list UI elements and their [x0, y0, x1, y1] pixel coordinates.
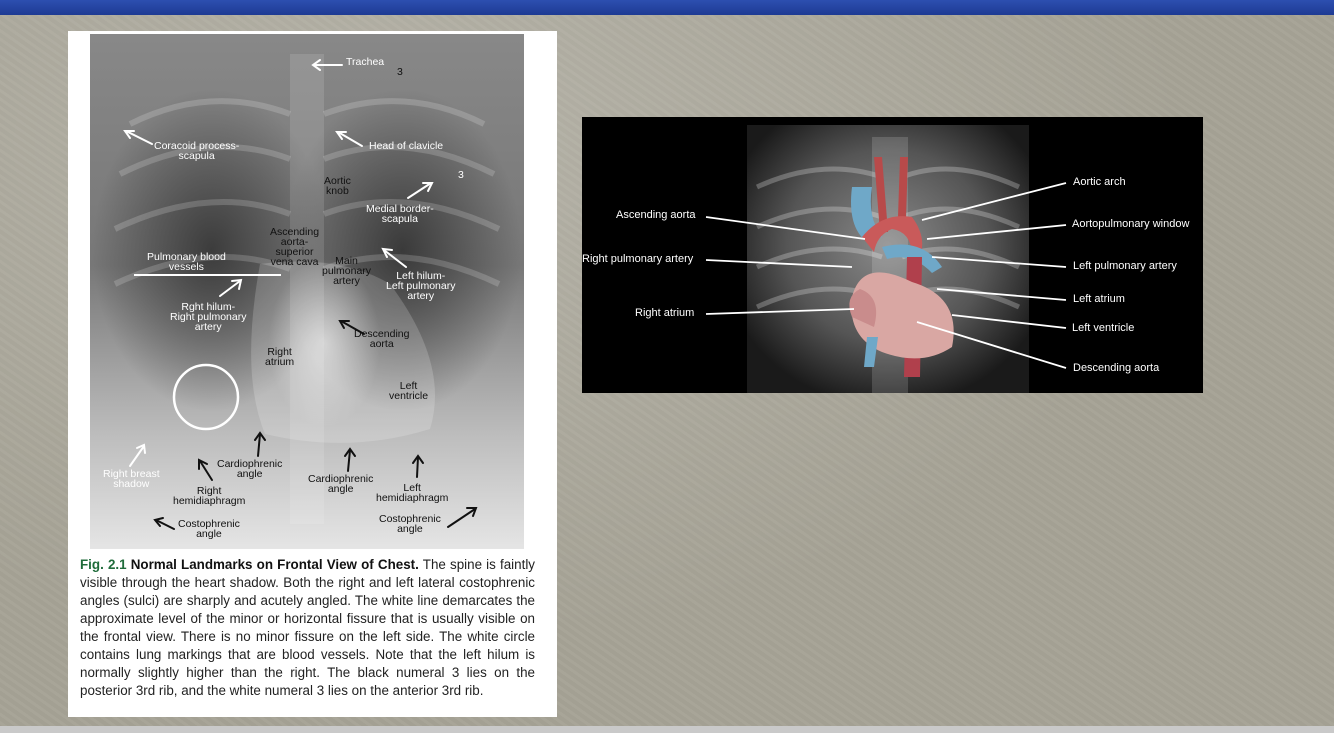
label-ascending-aorta-svc: Ascending aorta- superior vena cava: [270, 226, 320, 268]
label-cardiophrenic-angle-center: Cardiophrenic angle: [308, 473, 374, 495]
cta-label-left-atrium: Left atrium: [1073, 293, 1125, 305]
label-head-of-clavicle: Head of clavicle: [369, 140, 444, 152]
label-costophrenic-angle-left: Costophrenic angle: [379, 513, 441, 535]
cta-label-right-pulmonary-artery: Right pulmonary artery: [582, 253, 694, 265]
top-bar: [0, 0, 1334, 15]
label-left-hilum: Left hilum- Left pulmonary artery: [386, 270, 456, 302]
bottom-bar: [0, 726, 1334, 733]
chest-xray-image: [90, 34, 524, 549]
label-costophrenic-angle-right: Costophrenic angle: [178, 518, 240, 540]
cta-label-right-atrium: Right atrium: [635, 307, 695, 319]
label-main-pulmonary-artery: Main pulmonary artery: [322, 255, 372, 287]
label-right-hilum: Rght hilum- Right pulmonary artery: [170, 301, 247, 333]
label-pulmonary-blood-vessels: Pulmonary blood vessels: [147, 251, 226, 273]
label-medial-border-scapula: Medial border- scapula: [366, 203, 434, 225]
label-right-atrium: Right atrium: [265, 346, 295, 368]
label-numeral-white: 3: [458, 169, 464, 181]
label-numeral-black: 3: [397, 66, 403, 78]
cta-label-left-ventricle: Left ventricle: [1072, 322, 1135, 334]
label-aortic-knob: Aortic knob: [324, 175, 351, 197]
label-coracoid-process: Coracoid process- scapula: [154, 140, 240, 162]
figure-title: Normal Landmarks on Frontal View of Chest.: [130, 557, 419, 572]
label-left-ventricle: Left ventricle: [389, 380, 429, 402]
label-trachea: Trachea: [346, 56, 385, 68]
cta-heart-figure: [582, 117, 1203, 393]
label-descending-aorta: Descending aorta: [354, 328, 410, 350]
figure-number: Fig. 2.1: [80, 557, 127, 572]
cta-label-ascending-aorta: Ascending aorta: [616, 209, 696, 221]
xray-figure-card: [68, 31, 557, 717]
label-right-hemidiaphragm: Right hemidiaphragm: [173, 485, 246, 507]
cta-label-left-pulmonary-artery: Left pulmonary artery: [1073, 260, 1177, 272]
figure-caption: [80, 556, 535, 700]
cta-label-aortic-arch: Aortic arch: [1073, 176, 1126, 188]
figure-caption-text: The spine is faintly visible through the heart shadow. Both the right and left lateral costophrenic angles (sulci) are sharply and acutely angled. The white line demarcates the approximate level of the minor or horizontal fissure that is usually visible on the frontal view. There is no minor fissure on the left side. The white circle contains lung markings that are blood vessels. Note that the left hilum is normally slightly higher than the right. The black numeral 3 lies on the posterior 3rd rib, and the white numeral 3 lies on the anterior 3rd rib.: [80, 557, 535, 698]
cta-label-descending-aorta: Descending aorta: [1073, 362, 1160, 374]
label-cardiophrenic-angle-right: Cardiophrenic angle: [217, 458, 283, 480]
label-right-breast-shadow: Right breast shadow: [103, 468, 160, 490]
cta-label-aortopulmonary-window: Aortopulmonary window: [1072, 218, 1190, 230]
label-left-hemidiaphragm: Left hemidiaphragm: [376, 482, 449, 504]
